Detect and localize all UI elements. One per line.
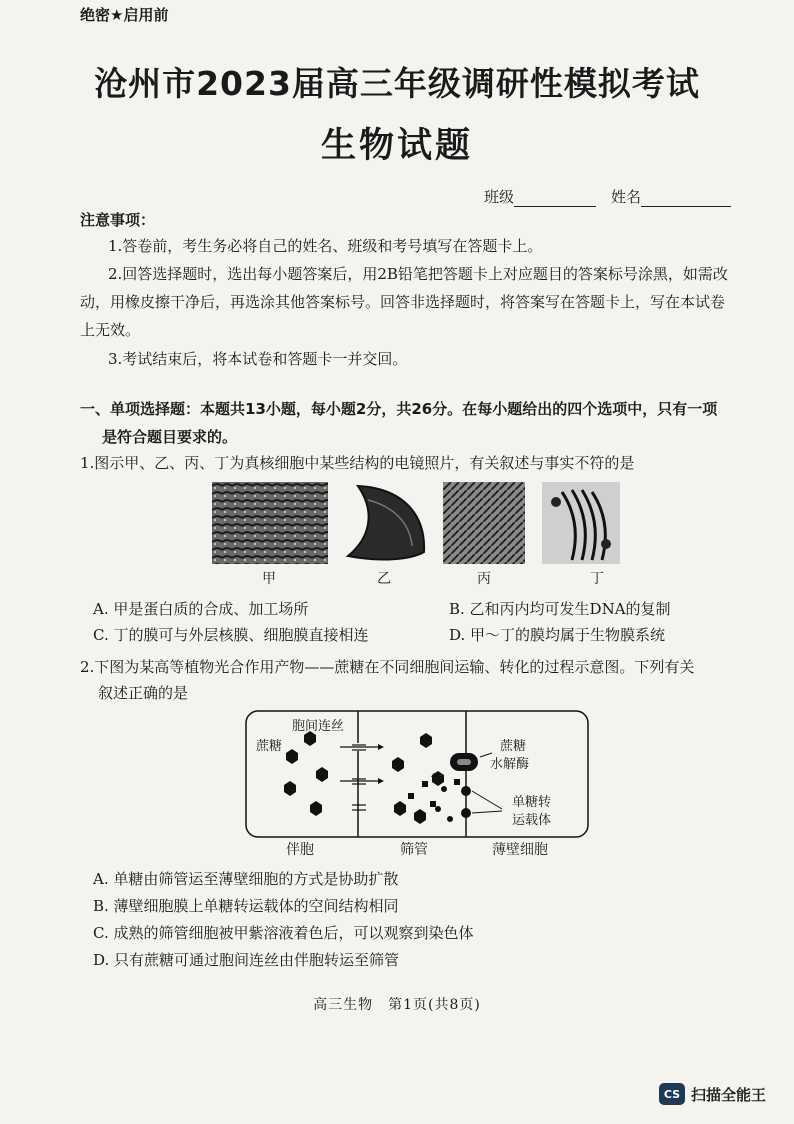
section-heading-line2: 是符合题目要求的。 bbox=[102, 428, 238, 446]
micrograph-jia bbox=[212, 482, 328, 564]
label-yi: 乙 bbox=[377, 571, 391, 587]
section-heading-line1: 一、单项选择题：本题共13小题，每小题2分，共26分。在每小题给出的四个选项中，只有一项 bbox=[80, 400, 718, 418]
label-bing: 丙 bbox=[477, 571, 491, 587]
page-footer: 高三生物 第1页(共8页) bbox=[313, 997, 481, 1013]
cell-label-companion: 伴胞 bbox=[286, 842, 314, 858]
notice-heading: 注意事项： bbox=[80, 211, 156, 229]
diagram-sucrose-label: 蔗糖 bbox=[256, 739, 283, 754]
q1-option-a: A. 甲是蛋白质的合成、加工场所 bbox=[93, 600, 309, 618]
diagram-invertase-label-2: 水解酶 bbox=[490, 757, 530, 772]
scanner-badge-text: 扫描全能王 bbox=[691, 1085, 767, 1104]
name-label: 姓名 bbox=[611, 188, 642, 206]
q1-option-b: B. 乙和丙内均可发生DNA的复制 bbox=[449, 600, 671, 618]
q2-option-a: A. 单糖由筛管运至薄壁细胞的方式是协助扩散 bbox=[93, 870, 399, 888]
micrograph-bing bbox=[443, 482, 525, 564]
sucrose-transport-diagram bbox=[244, 709, 590, 841]
q2-option-d: D. 只有蔗糖可通过胞间连丝由伴胞转运至筛管 bbox=[93, 951, 400, 969]
diagram-plasmodesmata-label: 胞间连丝 bbox=[292, 719, 345, 734]
notice-item-1: 1.答卷前，考生务必将自己的姓名、班级和考号填写在答题卡上。 bbox=[108, 237, 543, 255]
cell-label-parenchyma: 薄壁细胞 bbox=[492, 842, 548, 858]
q2-option-b: B. 薄壁细胞膜上单糖转运载体的空间结构相同 bbox=[93, 897, 399, 915]
label-ding: 丁 bbox=[590, 571, 604, 587]
notice-item-2: 2.回答选择题时，选出每小题答案后，用2B铅笔把答题卡上对应题目的答案标号涂黑，如需改动，用橡皮擦干净后，再选涂其他答案标号。回答非选择题时，将答案写在答题卡上，写在本试卷上无效。 bbox=[80, 265, 728, 339]
notice-item-3: 3.考试结束后，将本试卷和答题卡一并交回。 bbox=[108, 350, 408, 368]
secret-label: 绝密★启用前 bbox=[80, 6, 169, 24]
q1-option-d: D. 甲～丁的膜均属于生物膜系统 bbox=[449, 626, 666, 644]
diagram-transporter-label-2: 运载体 bbox=[512, 813, 552, 828]
class-name-line bbox=[484, 186, 731, 207]
exam-title: 沧州市2023届高三年级调研性模拟考试 bbox=[94, 64, 700, 103]
name-blank bbox=[641, 192, 731, 207]
cs-logo-icon: CS bbox=[659, 1083, 685, 1105]
q2-option-c: C. 成熟的筛管细胞被甲紫溶液着色后，可以观察到染色体 bbox=[93, 924, 474, 942]
diagram-transporter-label-1: 单糖转 bbox=[512, 795, 552, 810]
q1-option-c: C. 丁的膜可与外层核膜、细胞膜直接相连 bbox=[93, 626, 369, 644]
question-2-stem: 2.下图为某高等植物光合作用产物——蔗糖在不同细胞间运输、转化的过程示意图。下列有关 bbox=[80, 658, 695, 676]
question-1-stem: 1.图示甲、乙、丙、丁为真核细胞中某些结构的电镜照片，有关叙述与事实不符的是 bbox=[80, 454, 635, 472]
micrograph-yi bbox=[340, 482, 428, 566]
label-jia: 甲 bbox=[262, 571, 276, 587]
cell-label-sieve-tube: 筛管 bbox=[400, 842, 428, 858]
scanner-badge bbox=[659, 1083, 766, 1105]
class-label: 班级 bbox=[484, 188, 515, 206]
diagram-invertase-label-1: 蔗糖 bbox=[500, 739, 527, 754]
subject-title: 生物试题 bbox=[320, 126, 473, 166]
section-heading bbox=[80, 395, 740, 451]
class-blank bbox=[514, 192, 596, 207]
svg-text:+: + bbox=[430, 772, 438, 782]
micrograph-ding bbox=[542, 482, 620, 564]
question-2-stem-cont: 叙述正确的是 bbox=[98, 684, 189, 702]
